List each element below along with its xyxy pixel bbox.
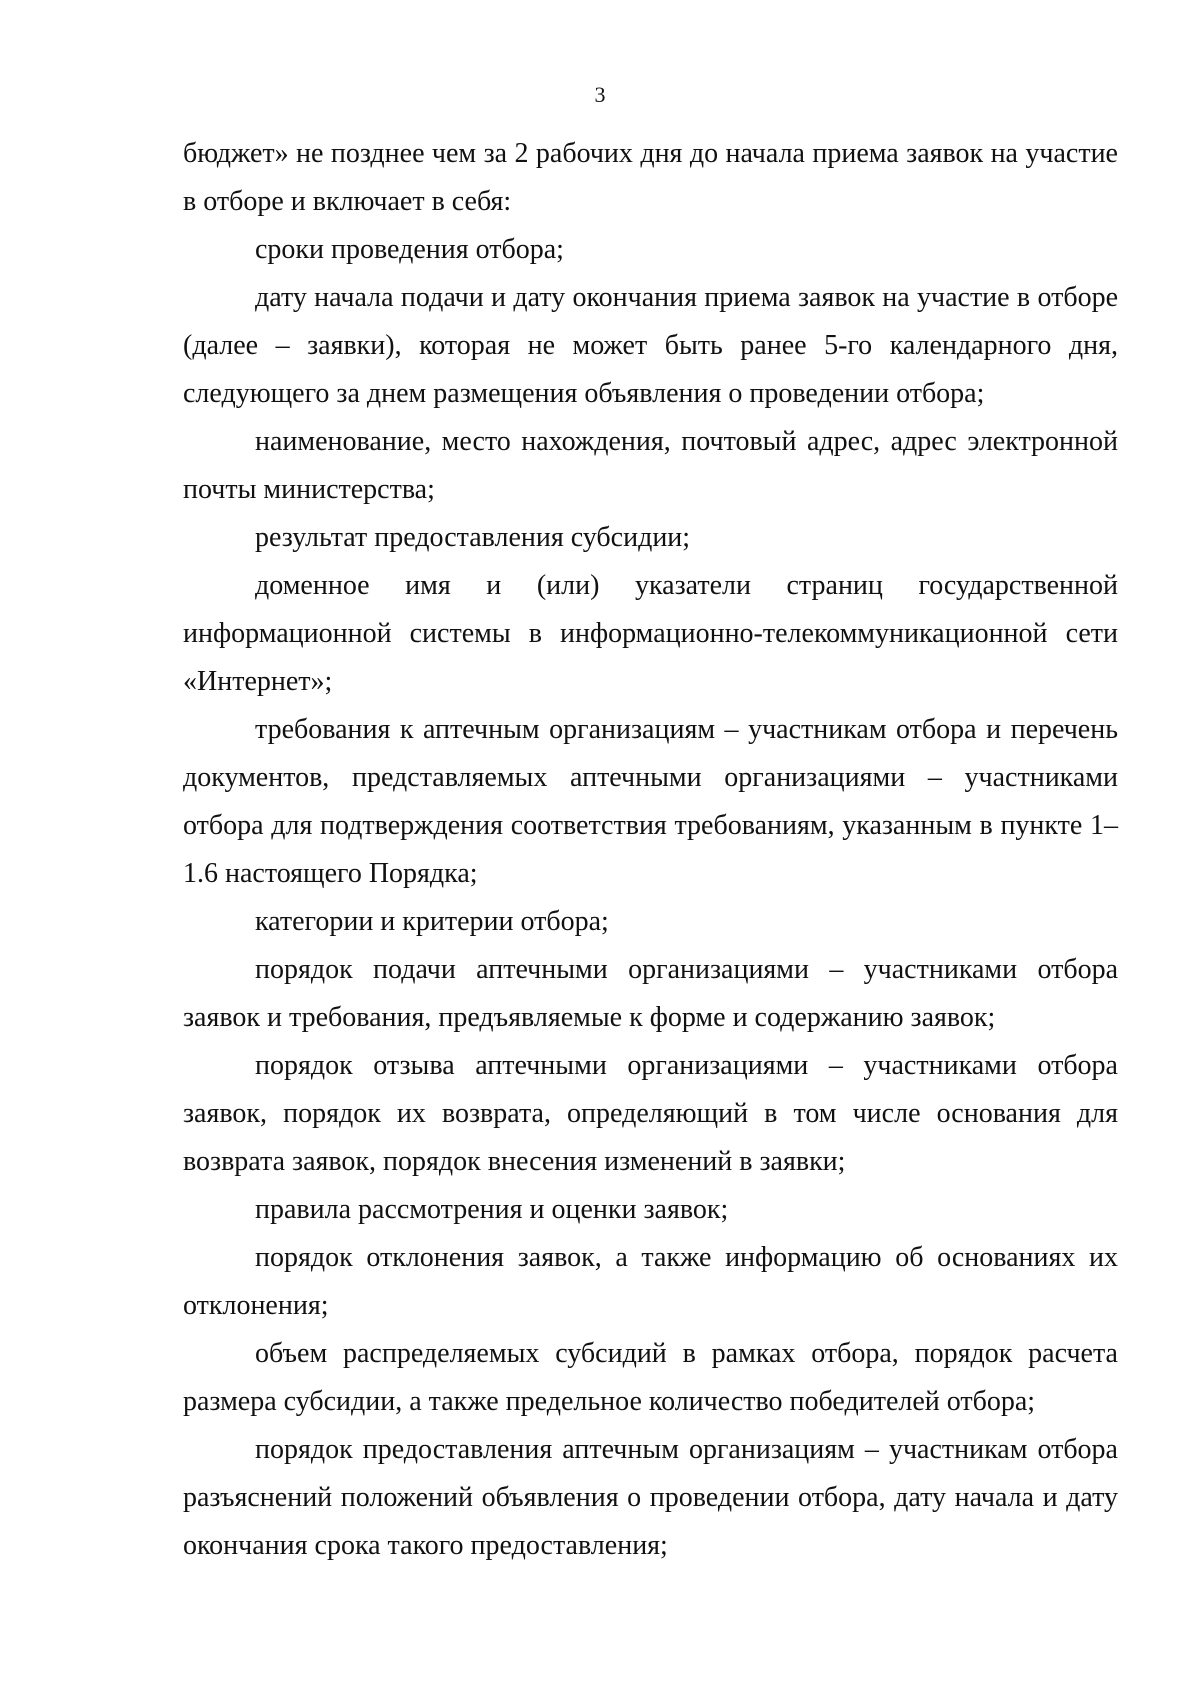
paragraph-rejection-order: порядок отклонения заявок, а также информацию об основаниях их отклонения; [183, 1242, 1118, 1321]
paragraph-application-dates: дату начала подачи и дату окончания приема заявок на участие в отборе (далее – заявки), которая не может быть ранее 5-го календарного дня, следующего за днем размещения объявления о проведении отбора; [183, 282, 1118, 409]
paragraph-review-rules: правила рассмотрения и оценки заявок; [255, 1194, 729, 1225]
page-number: 3 [594, 82, 606, 107]
paragraph-ministry-contacts: наименование, место нахождения, почтовый адрес, адрес электронной почты министерства; [183, 426, 1118, 505]
paragraph-requirements: требования к аптечным организациям – участникам отбора и перечень документов, представляемых аптечными организациями – участниками отбора для подтверждения соответствия требованиям, указанным в пункте 1–1.6 настоящего Порядка; [183, 714, 1118, 889]
paragraph-selection-dates: сроки проведения отбора; [255, 234, 564, 265]
document-body [183, 130, 1118, 1570]
paragraph-continuation: бюджет» не позднее чем за 2 рабочих дня до начала приема заявок на участие в отборе и включает в себя: [183, 138, 1118, 217]
paragraph-clarifications: порядок предоставления аптечным организациям – участникам отбора разъяснений положений объявления о проведении отбора, дату начала и дату окончания срока такого предоставления; [183, 1434, 1118, 1561]
paragraph-withdrawal-order: порядок отзыва аптечными организациями – участниками отбора заявок, порядок их возврата, определяющий в том числе основания для возврата заявок, порядок внесения изменений в заявки; [183, 1050, 1118, 1177]
paragraph-domain-name: доменное имя и (или) указатели страниц государственной информационной системы в информационно-телекоммуникационной сети «Интернет»; [183, 570, 1118, 697]
paragraph-submission-order: порядок подачи аптечными организациями – участниками отбора заявок и требования, предъявляемые к форме и содержанию заявок; [183, 954, 1118, 1033]
paragraph-subsidy-volume: объем распределяемых субсидий в рамках отбора, порядок расчета размера субсидии, а также предельное количество победителей отбора; [183, 1338, 1118, 1417]
paragraph-categories: категории и критерии отбора; [255, 906, 609, 937]
paragraph-subsidy-result: результат предоставления субсидии; [255, 522, 691, 553]
